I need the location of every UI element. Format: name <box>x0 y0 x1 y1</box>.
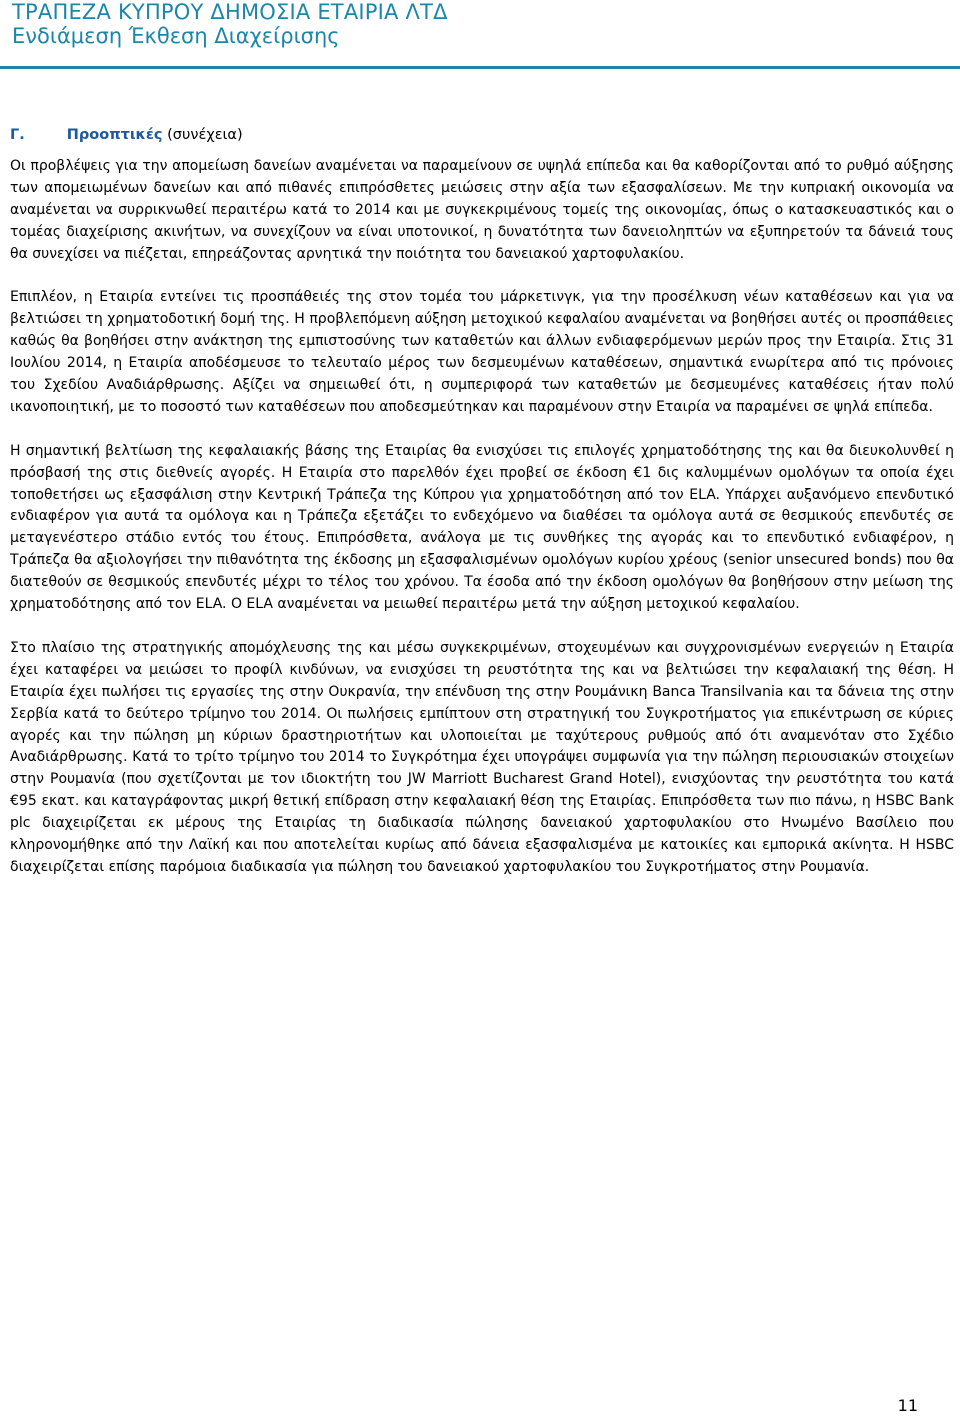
paragraph: Επιπλέον, η Εταιρία εντείνει τις προσπάθειές της στον τομέα του μάρκετινγκ, για την προσέλκυση νέων καταθέσεων και για να βελτιώσει τη χρηματοδοτική δομή της. Η προβλεπόμενη αύξηση μετοχικού κεφαλαίου αναμένεται να βοηθήσει αυτές οι προσπάθειες καθώς θα βοηθήσει στην ανάκτηση της εμπιστοσύνης των καταθετών και άλλων ενδιαφερόμενων μερών προς την Εταιρία. Στις 31 Ιουλίου 2014, η Εταιρία αποδέσμευσε το τελευταίο μέρος των δεσμευμένων καταθέσεων, σημαντικά ενωρίτερα από τις πρόνοιες του Σχεδίου Αναδιάρθρωσης. Αξίζει να σημειωθεί ότι, η συμπεριφορά των καταθετών με δεσμευμένες καταθέσεις ήταν πολύ ικανοποιητική, με το ποσοστό των καταθέσεων που αποδεσμεύτηκαν και παραμένουν στην Εταιρία να παραμένει σε ψηλά επίπεδα. <box>10 289 954 415</box>
section-title: Προοπτικές <box>66 127 163 143</box>
paragraph: Οι προβλέψεις για την απομείωση δανείων αναμένεται να παραμείνουν σε υψηλά επίπεδα και θα καθορίζονται από το ρυθμό αύξησης των απομειωμένων δανείων και από πιθανές επιπρόσθετες μειώσεις στην αξία των εξασφαλίσεων. Με την κυπριακή οικονομία να αναμένεται να συρρικνωθεί περαιτέρω κατά το 2014 και με συγκεκριμένους τομείς της οικονομίας, όπως ο κατασκευαστικός και ο τομέας διαχείρισης ακινήτων, να συνεχίζουν να είναι υποτονικοί, η δυνατότητα των δανειοληπτών να εξυπηρετούν τα δάνειά τους θα συνεχίσει να πιέζεται, επηρεάζοντας αρνητικά την ποιότητα του δανειακού χαρτοφυλακίου. <box>10 158 954 262</box>
header-divider <box>0 66 960 69</box>
section-heading <box>10 126 243 144</box>
report-title: Ενδιάμεση Έκθεση Διαχείρισης <box>12 24 340 48</box>
paragraph: Η σημαντική βελτίωση της κεφαλαιακής βάσης της Εταιρίας θα ενισχύσει τις επιλογές χρηματοδότησης της και θα διευκολυνθεί η πρόσβασή της στις διεθνείς αγορές. Η Εταιρία στο παρελθόν έχει προβεί σε έκδοση €1 δις καλυμμένων ομολόγων τα οποία έχει τοποθετήσει ως εξασφάλιση στην Κεντρική Τράπεζα της Κύπρου για χρηματοδότηση από τον ELA. Υπάρχει αυξανόμενο επενδυτικό ενδιαφέρον για αυτά τα ομόλογα και η Τράπεζα εξετάζει το ενδεχόμενο να διαθέσει τα ομόλογα αυτά σε θεσμικούς επενδυτές σε μεταγενέστερο στάδιο εντός του έτους. Επιπρόσθετα, ανάλογα με τις συνθήκες της αγοράς και το επενδυτικό ενδιαφέρον, η Τράπεζα θα αξιολογήσει την πιθανότητα της έκδοσης μη εξασφαλισμένων ομολόγων κυρίου χρέους (senior unsecured bonds) που θα διατεθούν σε θεσμικούς επενδυτές μέχρι το τέλος του χρόνου. Τα έσοδα από την έκδοση ομολόγων θα βοηθήσουν στην μείωση της χρηματοδότησης από τον ELA. Ο ELA αναμένεται να μειωθεί περαιτέρω μετά την αύξηση μετοχικού κεφαλαίου. <box>10 442 954 613</box>
page-number: 11 <box>897 1396 918 1415</box>
page-header <box>12 0 448 48</box>
company-name: ΤΡΑΠΕΖΑ ΚΥΠΡΟΥ ΔΗΜΟΣΙΑ ΕΤΑΙΡΙΑ ΛΤΔ <box>12 0 448 24</box>
section-continuation: (συνέχεια) <box>162 127 243 143</box>
section-letter: Γ. <box>10 127 25 143</box>
paragraph: Στο πλαίσιο της στρατηγικής απομόχλευσης της και μέσω συγκεκριμένων, στοχευμένων και συγχρονισμένων ενεργειών η Εταιρία έχει καταφέρει να μειώσει το προφίλ κινδύνων, να ενισχύσει τη ρευστότητα της και να βελτιώσει την κεφαλαιακή της θέση. Η Εταιρία έχει πωλήσει τις εργασίες της στην Ουκρανία, την επένδυση της στην Ρουμάνικη Banca Transilvania και τα δάνεια της στην Σερβία κατά το δεύτερο τρίμηνο του 2014. Οι πωλήσεις εμπίπτουν στη στρατηγική του Συγκροτήματος για επικέντρωση σε κύριες αγορές και την πώληση μη κύριων δραστηριοτήτων και υλοποιείται με ταχύτερους ρυθμούς από ότι αναμενόταν στο Σχέδιο Αναδιάρθρωσης. Κατά το τρίτο τρίμηνο του 2014 το Συγκρότημα έχει υπογράψει συμφωνία για την πώληση περιουσιακών στοιχείων στην Ρουμανία (που σχετίζονται με τον ιδιοκτήτη του JW Marriott Bucharest Grand Hotel), ενισχύοντας την ρευστότητα του κατά €95 εκατ. και καταγράφοντας μικρή θετική επίδραση στην κεφαλαιακή θέση της Εταιρίας. Επιπρόσθετα των πιο πάνω, η HSBC Bank plc διαχειρίζεται εκ μέρους της Εταιρίας τη διαδικασία πώλησης δανειακού χαρτοφυλακίου στο Ηνωμένο Βασίλειο που κληρονομήθηκε από την Λαϊκή και που αποτελείται κυρίως από δάνεια εξασφαλισμένα με κατοικίες και εμπορικά ακίνητα. Η HSBC διαχειρίζεται επίσης παρόμοια διαδικασία για πώληση του δανειακού χαρτοφυλακίου του Συγκροτήματος στην Ρουμανία. <box>10 639 954 875</box>
body-text <box>10 156 954 901</box>
